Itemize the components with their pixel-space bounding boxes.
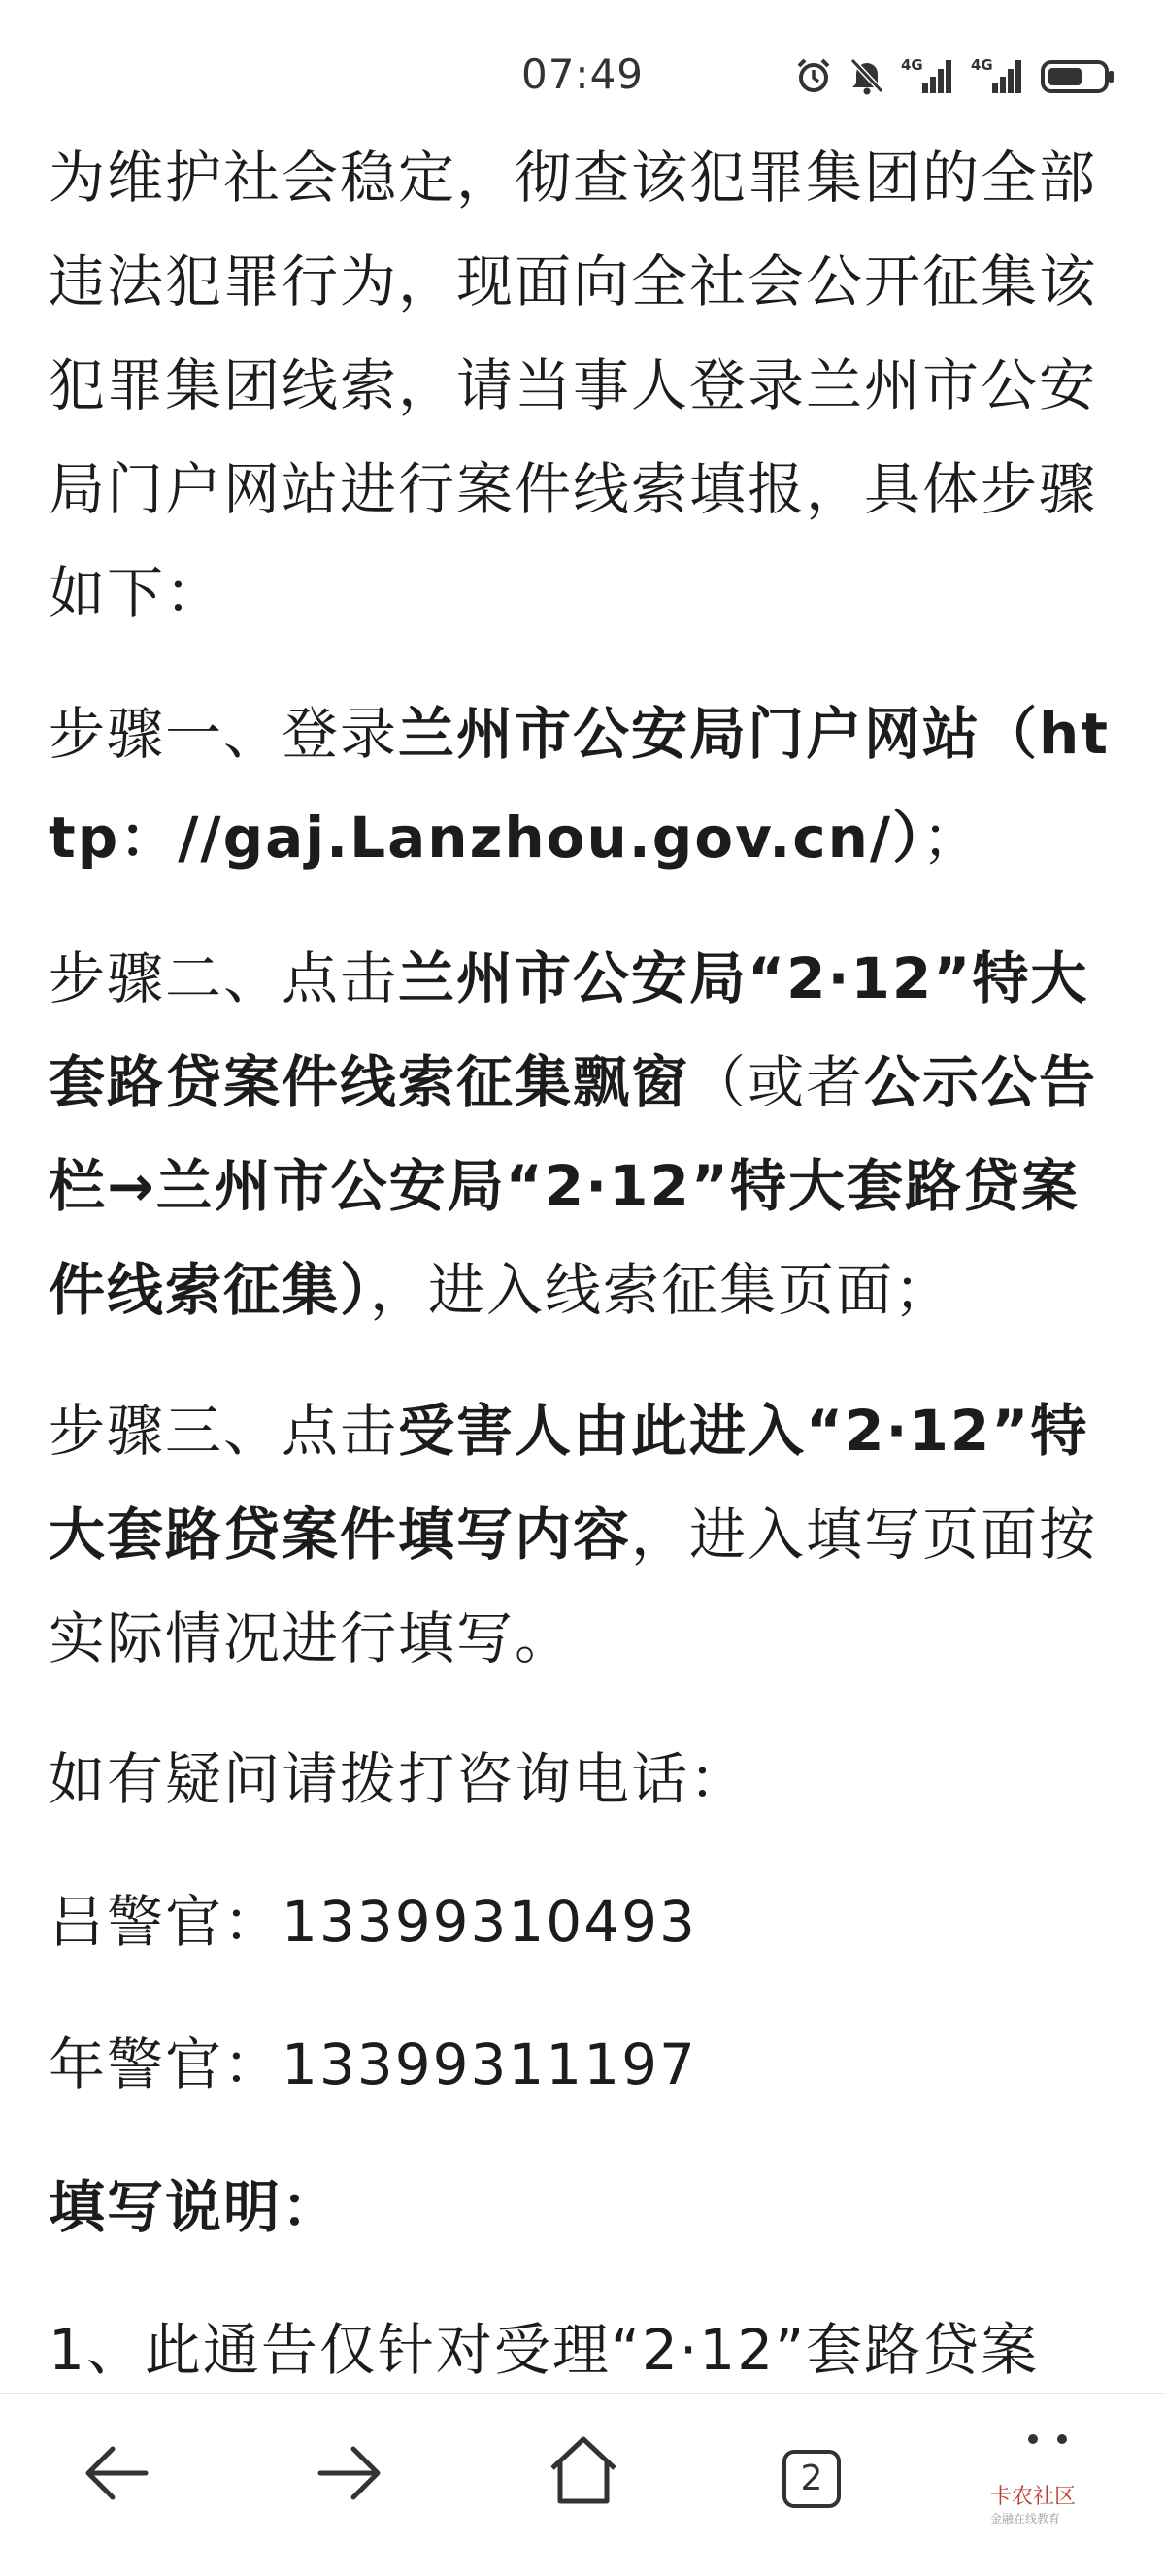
signal-4g-icon-2: 4G [971, 56, 1025, 95]
step-2-link-2: 公示公告栏→兰州市公安局“2·12”特大套路贷案件线索征集） [49, 1049, 1098, 1323]
step-3-prefix: 步骤三、点击 [49, 1398, 399, 1464]
watermark [990, 2480, 1076, 2526]
status-icons [794, 56, 1116, 95]
step-3-link: 受害人由此进入“2·12”特大套路贷案件填写内容 [49, 1398, 1089, 1568]
article-content [49, 126, 1126, 2402]
notes-title: 填写说明： [49, 2174, 341, 2240]
back-arrow-icon[interactable] [82, 2441, 151, 2505]
mute-bell-icon [849, 56, 885, 95]
step-1-website: 兰州市公安局门户网站（http：//gaj.Lanzhou.gov.cn/） [49, 701, 1111, 871]
intro-paragraph: 为维护社会稳定，彻查该犯罪集团的全部违法犯罪行为，现面向全社会公开征集该犯罪集团线索，请当事人登录兰州市公安局门户网站进行案件线索填报，具体步骤如下： [49, 145, 1098, 626]
battery-icon [1041, 56, 1116, 95]
step-1-paragraph [49, 682, 1126, 890]
watermark-brand: 卡农社区 [990, 2485, 1077, 2509]
status-bar [0, 0, 1165, 146]
alarm-icon [794, 56, 833, 95]
step-2-suffix: ，进入线索征集页面； [370, 1257, 953, 1323]
step-1-suffix: ； [922, 805, 982, 871]
step-3-suffix: ，进入填写页面按实际情况进行填写。 [49, 1502, 1098, 1671]
home-icon[interactable] [547, 2433, 620, 2507]
contact-officer-1: 吕警官：13399310493 [49, 1889, 697, 1955]
tabs-count-button[interactable]: 2 [782, 2450, 841, 2508]
step-2-paragraph [49, 927, 1126, 1342]
forward-arrow-icon[interactable] [315, 2441, 384, 2505]
contact-officer-2: 年警官：13399311197 [49, 2031, 697, 2097]
signal-4g-icon: 4G [901, 56, 955, 95]
contact-intro: 如有疑问请拨打咨询电话： [49, 1746, 749, 1812]
step-3-paragraph [49, 1379, 1126, 1691]
watermark-sub: 金融在线教育 [990, 2512, 1061, 2526]
more-menu-icon[interactable] [1019, 2429, 1078, 2449]
step-2-prefix: 步骤二、点击 [49, 945, 399, 1011]
step-2-mid: （或者 [689, 1049, 865, 1115]
step-2-link-1: 兰州市公安局“2·12”特大套路贷案件线索征集飘窗 [49, 945, 1089, 1115]
note-1: 1、此通告仅针对受理“2·12”套路贷案 [49, 2317, 1040, 2383]
step-1-prefix: 步骤一、登录 [49, 701, 399, 767]
status-time: 07:49 [520, 50, 645, 98]
